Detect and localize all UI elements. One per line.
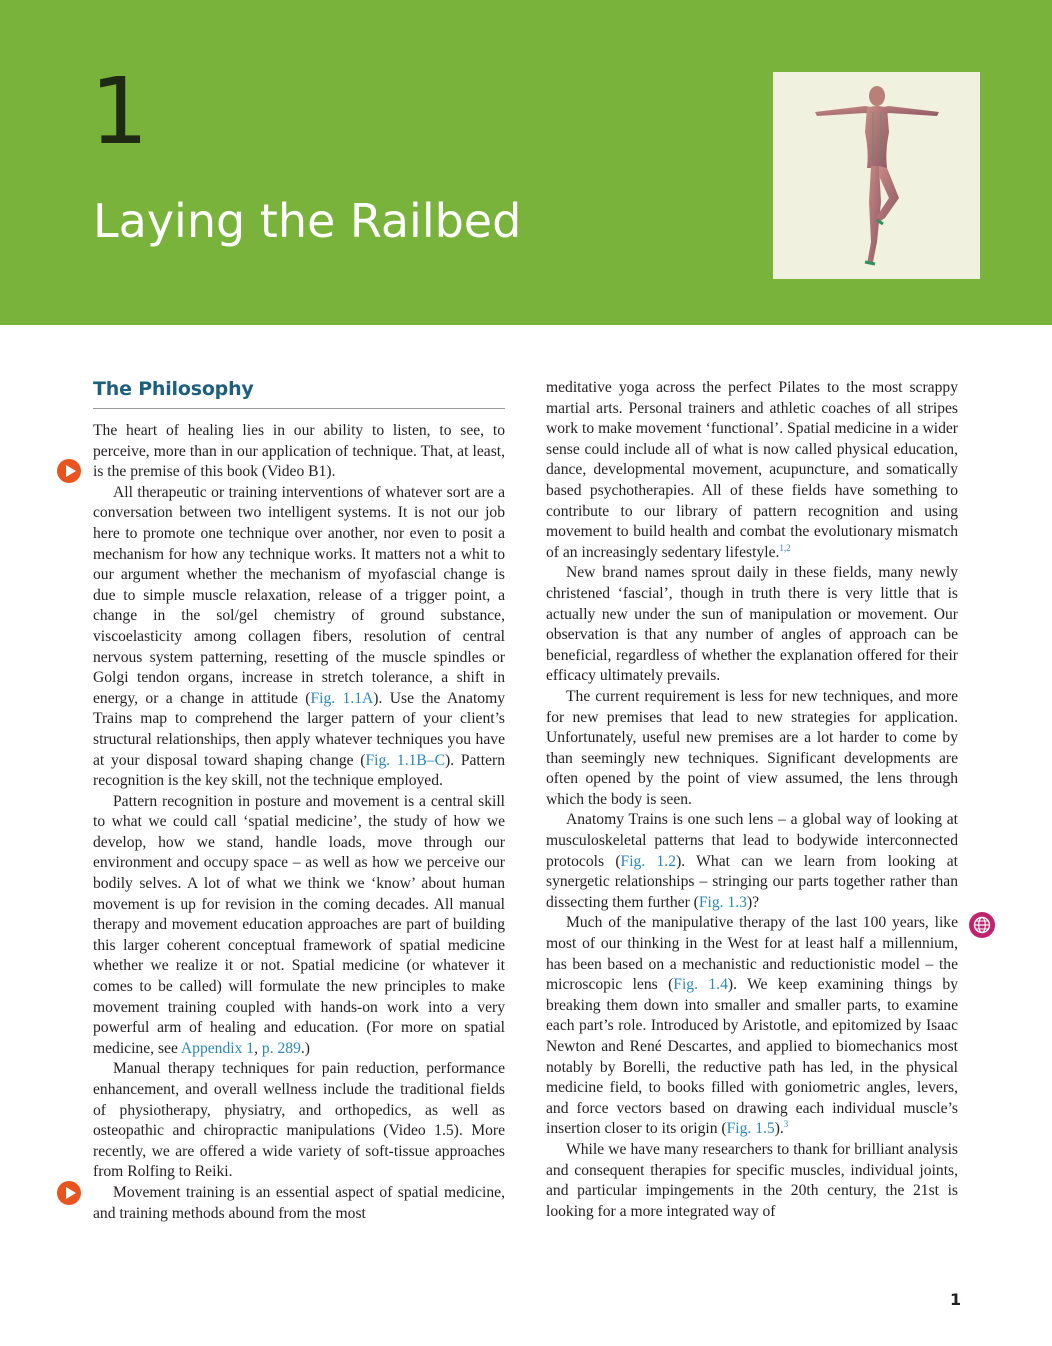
paragraph: New brand names sprout daily in these fields, many newly christened ‘fascial’, though in truth there is very little that is actually new under the sun of manipulation or movement. Our observation is that any number of angles of approach can be beneficial, regardless of whether the explanation offered for their efficacy ultimately prevails.	[546, 564, 958, 685]
paragraph: While we have many researchers to thank for brilliant analysis and consequent therapies for specific muscles, individual joints, and particular impingements in the 20th century, the 21st is looking for a more integrated way of	[546, 1140, 958, 1220]
chapter-banner	[0, 0, 1052, 325]
citation[interactable]: 3	[783, 1119, 789, 1130]
globe-icon[interactable]	[969, 912, 995, 938]
paragraph: Movement training is an essential aspect of spatial medicine, and training methods abound from the most	[93, 1183, 505, 1222]
left-column	[93, 377, 505, 1224]
paragraph: Pattern recognition in posture and movement is a central skill to what we could call ‘spatial medicine’, the study of how we develop, how we stand, handle loads, move through our environment and occupy space – as well as how we perceive our bodily selves. A lot of what we think we ‘know’ about human movement is up for revision in the coming decades. All manual therapy and movement education approaches are part of building this larger coherent conceptual framework of spatial medicine whether we realize it or not. Spatial medicine (or whatever it comes to be called) will formulate the new principles to make movement training coupled with hands-on work into a very powerful arm of healing and education. (For more on spatial medicine, see Appendix 1, p. 289.)	[93, 792, 505, 1057]
paragraph: Anatomy Trains is one such lens – a global way of looking at musculoskeletal patterns that lead to bodywide interconnected protocols (Fig. 1.2). What can we learn from looking at synergetic relationships – stringing our parts together rather than dissecting them further (Fig. 1.3)?	[546, 811, 958, 911]
figure-link[interactable]: Fig. 1.1A	[310, 689, 374, 707]
paragraph: The heart of healing lies in our ability to listen, to see, to perceive, more than in our application of technique. That, at least, is the premise of this book (Video B1).	[93, 422, 505, 481]
appendix-link[interactable]: Appendix 1	[180, 1039, 255, 1057]
chapter-number: 1	[90, 58, 147, 165]
play-video-icon[interactable]	[57, 459, 81, 483]
paragraph: All therapeutic or training interventions of whatever sort are a conversation between two intelligent systems. It is not our job here to promote one technique over another, nor even to posit a mechanism for how any technique works. It matters not a whit to our argument whether the mechanism of myofascial change is due to simple muscle relaxation, release of a trigger point, a change in the sol/gel chemistry of ground substance, viscoelasticity among collagen fibers, resolution of central nervous system patterning, resetting of the muscle spindles or Golgi tendon organs, increase in stretch tolerance, a shift in energy, or a change in attitude (Fig. 1.1A). Use the Anatomy Trains map to comprehend the larger pattern of your client’s structural relationships, then apply whatever techniques you have at your disposal toward shaping change (Fig. 1.1B–C). Pattern recognition is the key skill, not the technique employed.	[93, 483, 505, 790]
figure-link[interactable]: Fig. 1.3	[698, 893, 747, 911]
section-heading: The Philosophy	[93, 377, 505, 409]
figure-link[interactable]: Fig. 1.1B–C	[365, 751, 445, 769]
play-video-icon[interactable]	[57, 1181, 81, 1205]
page-link[interactable]: p. 289	[261, 1039, 301, 1057]
paragraph: Manual therapy techniques for pain reduction, performance enhancement, and overall wellness include the traditional fields of physiotherapy, physiatry, and orthopedics, as well as osteopathic and chiropractic manipulations (Video 1.5). More recently, we are offered a wide variety of soft-tissue approaches from Rolfing to Reiki.	[93, 1060, 505, 1181]
page-number: 1	[950, 1290, 962, 1309]
right-column	[546, 378, 958, 1222]
chapter-figure-image	[773, 72, 980, 279]
citation[interactable]: 1,2	[779, 542, 791, 553]
paragraph: The current requirement is less for new techniques, and more for new premises that lead to new strategies for application. Unfortunately, useful new premises are a lot harder to come by than seemingly new techniques. Significant developments are often opened by the point of view assumed, the lens through which the body is seen.	[546, 687, 958, 808]
anatomical-figure-icon	[773, 72, 980, 279]
chapter-title: Laying the Railbed	[93, 194, 522, 248]
paragraph: Much of the manipulative therapy of the last 100 years, like most of our thinking in the West for at least half a millennium, has been based on a mechanistic and reductionistic model – the microscopic lens (Fig. 1.4). We keep examining things by breaking them down into smaller and smaller parts, to examine each part’s role. Introduced by Aristotle, and epitomized by Isaac Newton and René Descartes, and applied to biomechanics most notably by Borelli, the reductive path has led, in the physical medicine field, to books filled with goniometric angles, levers, and force vectors based on drawing each individual muscle’s insertion closer to its origin (Fig. 1.5).$^3$	[546, 914, 959, 1138]
figure-link[interactable]: Fig. 1.4	[673, 976, 728, 994]
figure-link[interactable]: Fig. 1.5	[726, 1120, 775, 1138]
paragraph: meditative yoga across the perfect Pilates to the most scrappy martial arts. Personal trainers and athletic coaches of all stripes work to make movement ‘functional’. Spatial medicine in a wider sense could include all of what is now called physical education, dance, developmental movement, acupuncture, and somatically based psychotherapies. All of these fields have something to contribute to our library of pattern recognition and using movement to build health and combat the evolutionary mismatch of an increasingly sedentary lifestyle.$^{1,2}$	[546, 379, 958, 561]
figure-link[interactable]: Fig. 1.2	[620, 852, 677, 870]
